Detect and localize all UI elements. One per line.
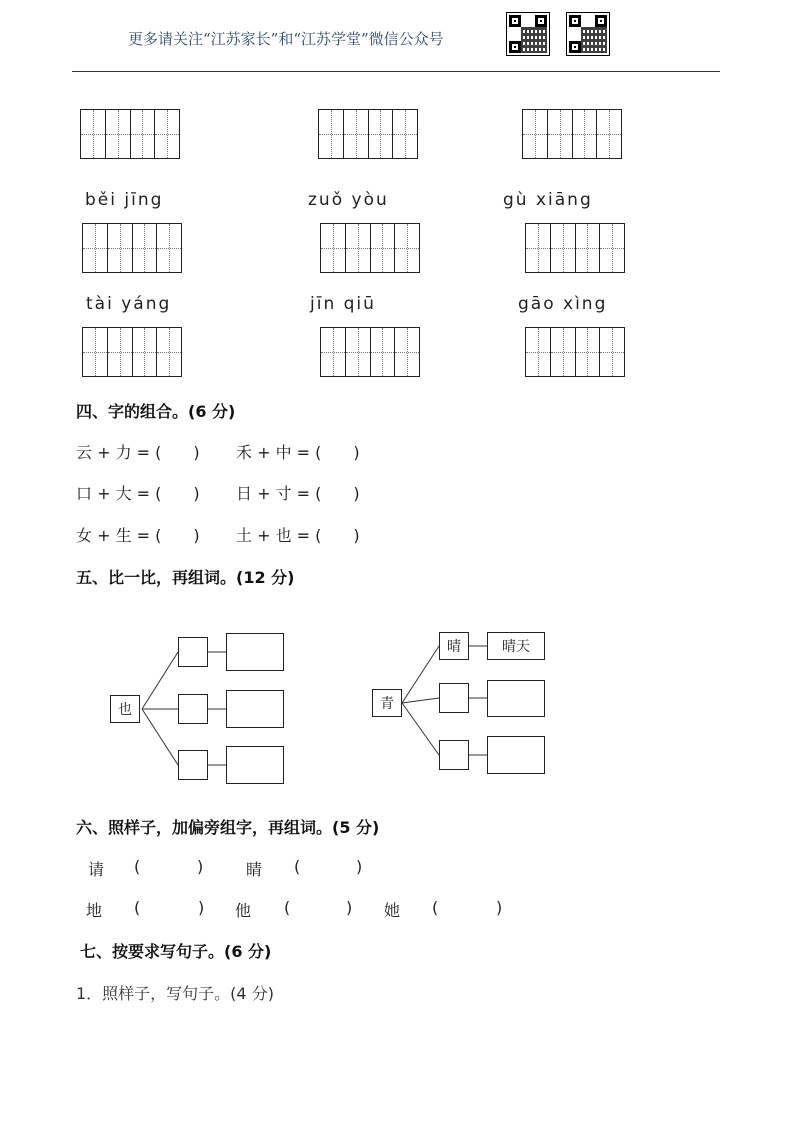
radical-char: 请 [88, 860, 105, 879]
combination-item[interactable]: 云 + 力 = ( ) [76, 443, 200, 462]
word-input-box[interactable] [226, 633, 284, 671]
paren-open[interactable]: ( [134, 857, 141, 876]
section-4-title: 四、字的组合。(6 分) [76, 402, 236, 421]
paren-open[interactable]: ( [294, 857, 301, 876]
root-char-box: 也 [110, 695, 140, 723]
combination-item[interactable]: 女 + 生 = ( ) [76, 526, 200, 545]
char-input-box[interactable] [178, 750, 208, 780]
radical-char: 地 [86, 901, 103, 920]
pinyin-label: tài yáng [86, 294, 172, 314]
question-item: 1．照样子，写句子。(4 分) [76, 984, 274, 1003]
pinyin-label: zuǒ yòu [308, 190, 389, 210]
paren-close[interactable]: ) [346, 898, 353, 917]
paren-close[interactable]: ) [356, 857, 363, 876]
pinyin-label: gù xiāng [503, 190, 593, 210]
paren-close[interactable]: ) [496, 898, 503, 917]
radical-char: 她 [384, 901, 401, 920]
word-input-box[interactable] [226, 746, 284, 784]
radical-char: 睛 [246, 860, 263, 879]
paren-open[interactable]: ( [432, 898, 439, 917]
radical-char: 他 [235, 901, 252, 920]
pinyin-label: běi jīng [85, 190, 164, 210]
paren-open[interactable]: ( [284, 898, 291, 917]
word-input-box[interactable] [226, 690, 284, 728]
pinyin-label: jīn qiū [310, 294, 376, 314]
paren-open[interactable]: ( [134, 898, 141, 917]
char-input-box[interactable] [439, 683, 469, 713]
word-input-box[interactable] [487, 680, 545, 717]
combination-item[interactable]: 土 + 也 = ( ) [236, 526, 360, 545]
pinyin-label: gāo xìng [518, 294, 608, 314]
char-input-box[interactable] [178, 694, 208, 724]
example-word-box: 晴天 [487, 632, 545, 660]
root-char-box: 青 [372, 689, 402, 717]
section-7-title: 七、按要求写句子。(6 分) [80, 942, 272, 961]
section-6-title: 六、照样子，加偏旁组字，再组词。(5 分) [76, 818, 380, 837]
combination-item[interactable]: 禾 + 中 = ( ) [236, 443, 360, 462]
combination-item[interactable]: 日 + 寸 = ( ) [236, 484, 360, 503]
section-5-title: 五、比一比，再组词。(12 分) [76, 568, 295, 587]
char-input-box[interactable] [439, 740, 469, 770]
char-input-box[interactable] [178, 637, 208, 667]
header-text: 更多请关注“江苏家长”和“江苏学堂”微信公众号 [128, 30, 444, 48]
example-char-box: 晴 [439, 632, 469, 660]
word-input-box[interactable] [487, 736, 545, 774]
paren-close[interactable]: ) [198, 898, 205, 917]
combination-item[interactable]: 口 + 大 = ( ) [76, 484, 200, 503]
paren-close[interactable]: ) [197, 857, 204, 876]
